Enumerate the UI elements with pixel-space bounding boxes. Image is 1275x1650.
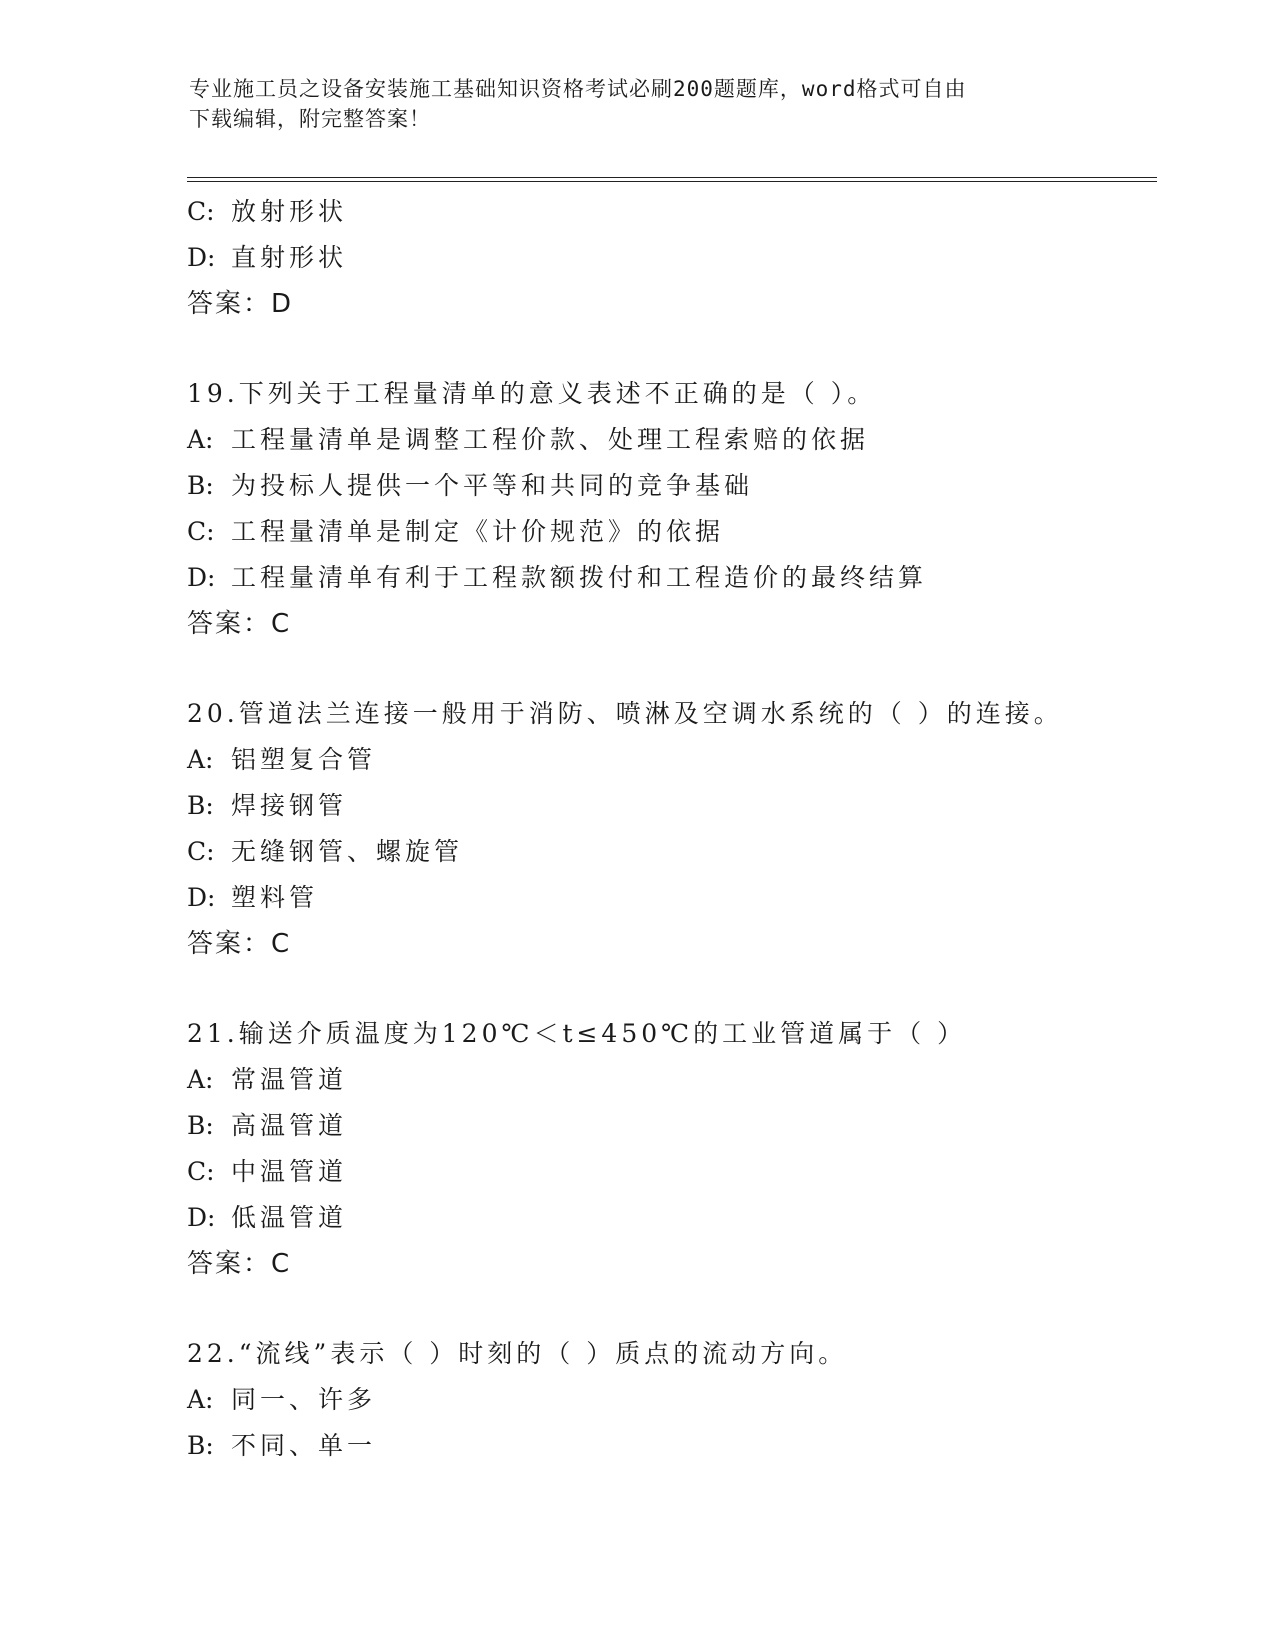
option-letter: B: [187,791,214,820]
option-text: 直射形状 [231,243,348,272]
option-text: 焊接钢管 [231,791,348,820]
option-c [187,189,1147,235]
question-text: 22.“流线”表示（ ）时刻的（ ）质点的流动方向。 [187,1339,848,1368]
option-text: 不同、单一 [231,1431,377,1460]
answer-line: 答案：C [187,1249,292,1279]
option-letter: D: [187,1203,216,1232]
option-text: 放射形状 [231,197,348,226]
option-text: 工程量清单有利于工程款额拨付和工程造价的最终结算 [231,563,928,592]
option-letter: B: [187,1431,214,1460]
option-d [187,875,1147,921]
spacer [187,327,1147,371]
question-list [187,189,1147,1469]
question-18 [187,189,1147,327]
option-b [187,1103,1147,1149]
answer-line: 答案：C [187,929,292,959]
option-c [187,1149,1147,1195]
option-a [187,1377,1147,1423]
answer-line: 答案：D [187,289,294,319]
option-letter: A: [187,1385,214,1414]
option-letter: C: [187,1157,215,1186]
option-letter: C: [187,517,215,546]
option-text: 塑料管 [231,883,319,912]
header-title-line-1: 专业施工员之设备安装施工基础知识资格考试必刷200题题库，word格式可自由 [189,77,967,101]
option-b [187,783,1147,829]
option-text: 铝塑复合管 [231,745,377,774]
header-title-line-2: 下载编辑，附完整答案！ [189,107,431,131]
option-letter: C: [187,197,215,226]
option-b [187,1423,1147,1469]
option-d [187,1195,1147,1241]
option-letter: A: [187,425,214,454]
option-letter: A: [187,745,214,774]
option-a [187,417,1147,463]
question-text: 20.管道法兰连接一般用于消防、喷淋及空调水系统的（ ）的连接。 [187,699,1063,728]
option-text: 为投标人提供一个平等和共同的竞争基础 [231,471,754,500]
question-text: 21.输送介质温度为120℃＜t≤450℃的工业管道属于（ ） [187,1019,967,1048]
option-letter: C: [187,837,215,866]
option-text: 无缝钢管、螺旋管 [231,837,464,866]
option-text: 低温管道 [231,1203,348,1232]
option-d [187,555,1147,601]
option-text: 中温管道 [231,1157,348,1186]
option-letter: A: [187,1065,214,1094]
option-text: 同一、许多 [231,1385,377,1414]
option-a [187,1057,1147,1103]
option-text: 工程量清单是调整工程价款、处理工程索赔的依据 [231,425,870,454]
option-letter: B: [187,1111,214,1140]
option-c [187,829,1147,875]
spacer [187,1287,1147,1331]
option-letter: D: [187,243,216,272]
option-d [187,235,1147,281]
option-letter: D: [187,883,216,912]
option-text: 高温管道 [231,1111,348,1140]
question-19 [187,371,1147,647]
option-letter: B: [187,471,214,500]
question-22 [187,1331,1147,1469]
option-text: 工程量清单是制定《计价规范》的依据 [231,517,725,546]
option-letter: D: [187,563,216,592]
document-header [189,74,1089,134]
option-text: 常温管道 [231,1065,348,1094]
question-21 [187,1011,1147,1287]
question-text: 19.下列关于工程量清单的意义表述不正确的是（ ）。 [187,379,877,408]
option-c [187,509,1147,555]
question-20 [187,691,1147,967]
option-b [187,463,1147,509]
answer-line: 答案：C [187,609,292,639]
option-a [187,737,1147,783]
spacer [187,967,1147,1011]
header-divider [187,177,1157,182]
spacer [187,647,1147,691]
